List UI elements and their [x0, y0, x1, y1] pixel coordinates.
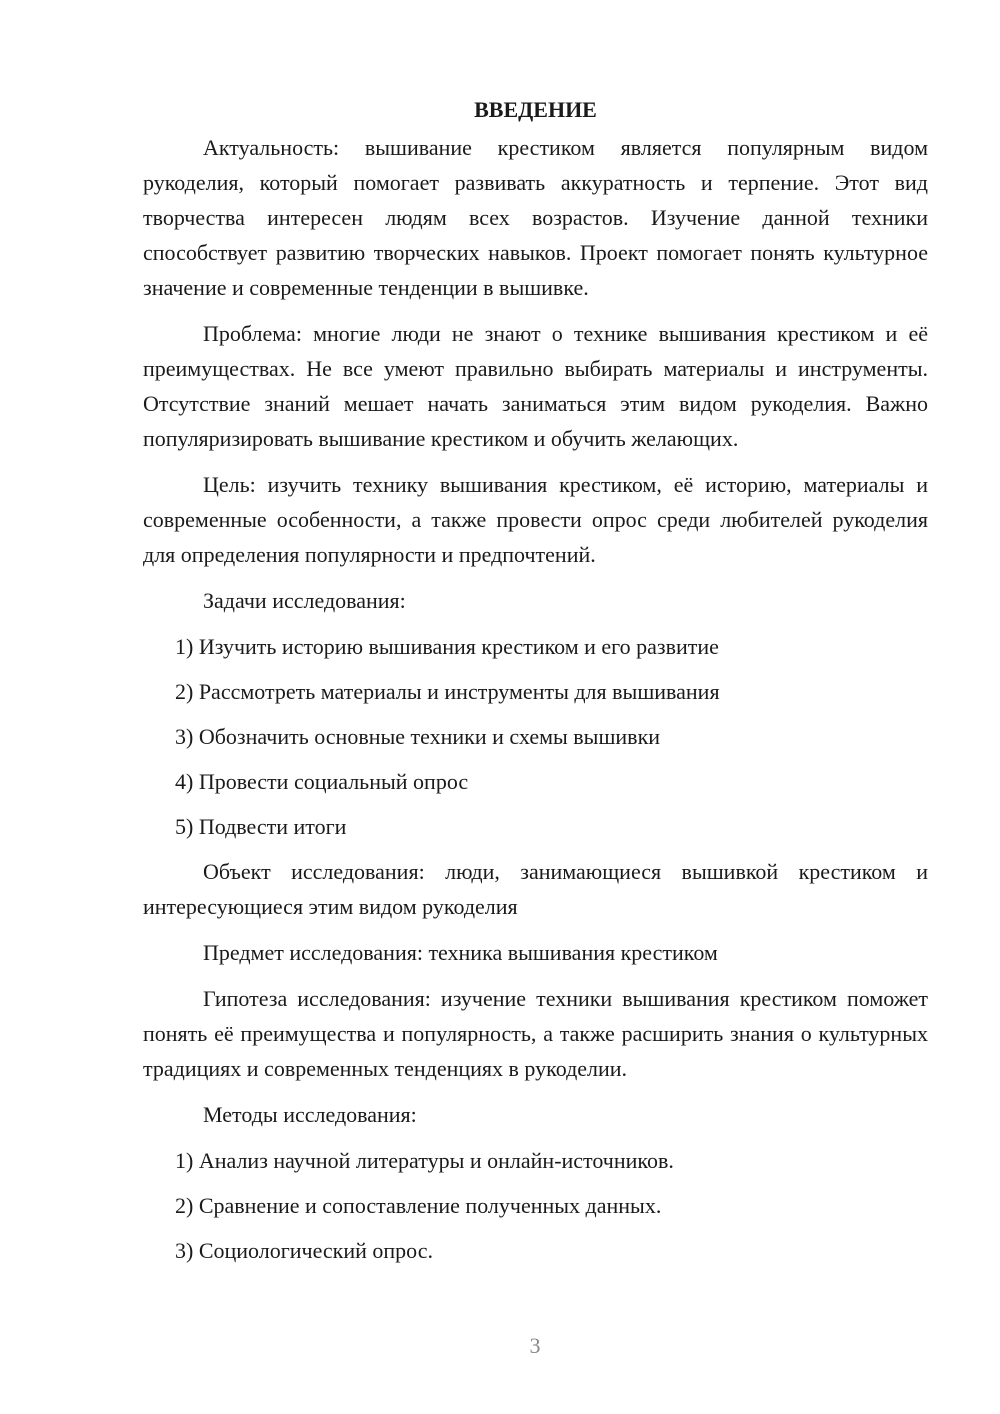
list-item: 3) Обозначить основные техники и схемы вышивки [175, 724, 661, 749]
section-title: ВВЕДЕНИЕ [474, 97, 597, 122]
list-item: 4) Провести социальный опрос [175, 769, 469, 794]
list-item: 2) Сравнение и сопоставление полученных данных. [175, 1193, 662, 1218]
relevance-paragraph: Актуальность: вышивание крестиком является популярным видом рукоделия, который помогает развивать аккуратность и терпение. Этот вид творчества интересен людям всех возрастов. Изучение данной техники способствует развитию творческих навыков. Проект помогает понять культурное значение и современные тенденции в вышивке. [143, 135, 928, 300]
tasks-heading: Задачи исследования: [203, 588, 406, 613]
list-item: 1) Изучить историю вышивания крестиком и его развитие [175, 634, 719, 659]
list-item: 2) Рассмотреть материалы и инструменты для вышивания [175, 679, 720, 704]
list-item: 3) Социологический опрос. [175, 1238, 433, 1263]
goal-paragraph: Цель: изучить технику вышивания крестиком, её историю, материалы и современные особенности, а также провести опрос среди любителей рукоделия для определения популярности и предпочтений. [143, 472, 928, 567]
list-item: 1) Анализ научной литературы и онлайн-источников. [175, 1148, 674, 1173]
list-item: 5) Подвести итоги [175, 814, 347, 839]
subject-paragraph: Предмет исследования: техника вышивания крестиком [203, 940, 718, 965]
problem-paragraph: Проблема: многие люди не знают о технике вышивания крестиком и её преимуществах. Не все умеют правильно выбирать материалы и инструменты. Отсутствие знаний мешает начать заниматься этим видом рукоделия. Важно популяризировать вышивание крестиком и обучить желающих. [143, 321, 928, 451]
page-content [143, 92, 928, 1278]
page-number: 3 [529, 1333, 541, 1358]
hypothesis-paragraph: Гипотеза исследования: изучение техники вышивания крестиком поможет понять её преимущества и популярность, а также расширить знания о культурных традициях и современных тенденциях в рукоделии. [143, 986, 928, 1081]
object-paragraph: Объект исследования: люди, занимающиеся вышивкой крестиком и интересующиеся этим видом рукоделия [143, 859, 928, 919]
methods-heading: Методы исследования: [203, 1102, 417, 1127]
tasks-list [143, 629, 928, 844]
methods-list [143, 1143, 928, 1268]
